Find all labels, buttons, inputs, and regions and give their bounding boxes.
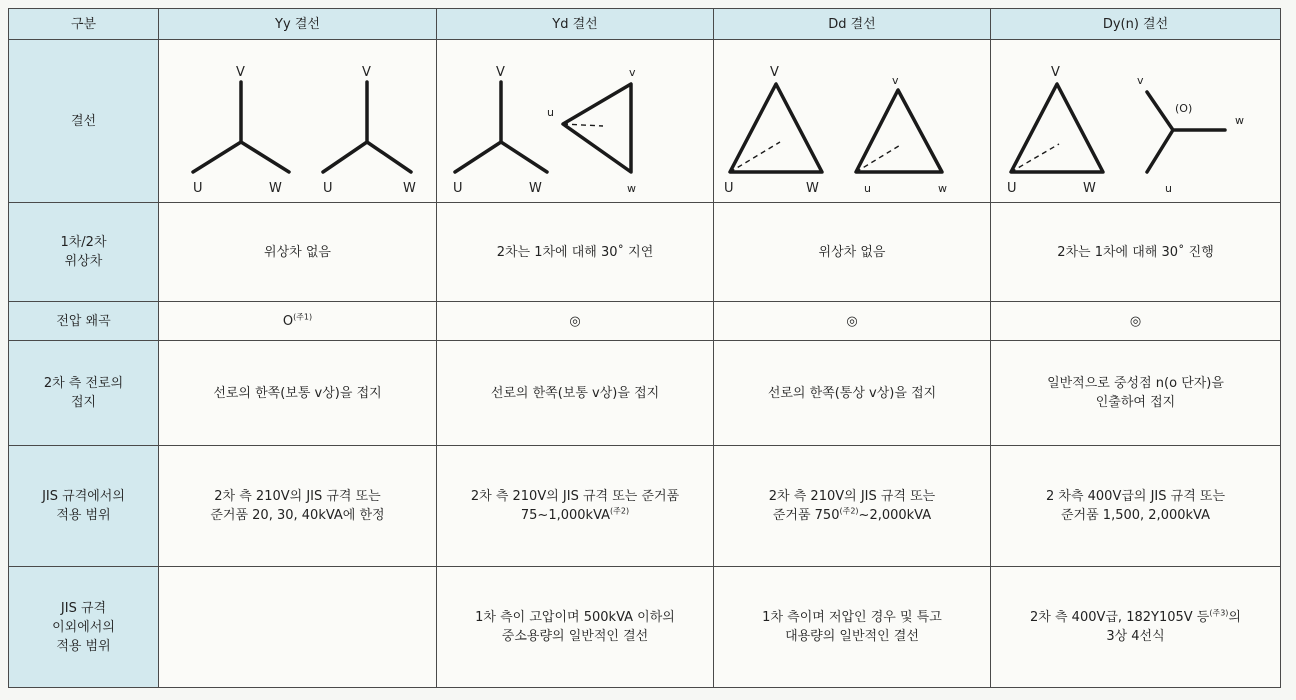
dyn-diagram <box>997 46 1275 196</box>
connection-comparison-table <box>8 8 1281 688</box>
dyn-primary-v-label: V <box>1051 65 1060 80</box>
other-dd-line1: 1차 측이며 저압인 경우 및 특고 <box>762 610 942 625</box>
label-jis-line1: JIS 규격에서의 <box>42 489 125 504</box>
dyn-secondary-w-label: w <box>1235 114 1244 127</box>
footnote-2-dd: (주2) <box>839 506 859 516</box>
jis-yy <box>159 446 437 567</box>
label-other-line1: JIS 규격 <box>60 600 107 616</box>
distortion-yd: ◎ <box>437 302 714 341</box>
grounding-dd: 선로의 한쪽(통상 v상)을 접지 <box>714 341 991 446</box>
header-row <box>9 9 1281 40</box>
grounding-yd: 선로의 한쪽(보통 v상)을 접지 <box>437 341 714 446</box>
yd-secondary-delta <box>547 66 636 195</box>
label-phase <box>9 203 159 302</box>
yd-primary-u-label: U <box>453 181 463 196</box>
dd-secondary-u-label: u <box>864 182 871 195</box>
dd-diagram <box>720 46 986 196</box>
yy-primary-star <box>193 65 289 196</box>
phase-dd: 위상차 없음 <box>714 203 991 302</box>
other-yy <box>159 567 437 688</box>
yd-primary-v-label: V <box>496 65 505 80</box>
jis-yy-line1: 2차 측 210V의 JIS 규격 또는 <box>214 489 381 504</box>
dyn-secondary-u-label: u <box>1165 182 1172 195</box>
distortion-dyn: ◎ <box>991 302 1281 341</box>
label-connection: 결선 <box>9 40 159 203</box>
jis-yy-line2: 준거품 20, 30, 40kVA에 한정 <box>210 508 385 523</box>
dyn-secondary-star <box>1137 74 1244 195</box>
yd-primary-star <box>453 65 547 196</box>
distortion-dd: ◎ <box>714 302 991 341</box>
yd-secondary-v-label: v <box>629 66 636 79</box>
jis-dd-range-start: 준거품 750 <box>772 508 840 523</box>
dyn-primary-delta <box>1007 65 1103 196</box>
other-dyn-line1 <box>997 608 1274 627</box>
jis-yd <box>437 446 714 567</box>
other-dyn <box>991 567 1281 688</box>
other-yd <box>437 567 714 688</box>
row-distortion <box>9 302 1281 341</box>
other-yd-line2: 중소용량의 일반적인 결선 <box>501 629 649 644</box>
jis-yd-line2 <box>443 506 707 525</box>
other-yd-line1: 1차 측이 고압이며 500kVA 이하의 <box>475 610 675 625</box>
other-dyn-particle: 의 <box>1228 610 1241 625</box>
phase-yy: 위상차 없음 <box>159 203 437 302</box>
label-phase-line2: 위상차 <box>64 254 103 269</box>
distortion-yy <box>159 302 437 341</box>
phase-dyn: 2차는 1차에 대해 30˚ 진행 <box>991 203 1281 302</box>
jis-dd-line1: 2차 측 210V의 JIS 규격 또는 <box>768 489 936 504</box>
jis-dd <box>714 446 991 567</box>
dyn-secondary-o-label: (O) <box>1175 102 1193 115</box>
label-distortion: 전압 왜곡 <box>9 302 159 341</box>
label-grounding-line1: 2차 측 전로의 <box>43 376 124 391</box>
other-dd-line2: 대용량의 일반적인 결선 <box>785 629 919 644</box>
yy-secondary-v-label: V <box>362 65 371 80</box>
label-jis-line2: 적용 범위 <box>56 508 111 523</box>
row-other <box>9 567 1281 688</box>
dyn-primary-w-label: W <box>1083 181 1096 196</box>
jis-dyn <box>991 446 1281 567</box>
jis-dd-line2 <box>720 506 984 525</box>
yd-secondary-w-label: w <box>627 182 636 195</box>
cell-yy-diagram <box>159 40 437 203</box>
grounding-dyn-line2: 인출하여 접지 <box>1095 395 1176 410</box>
label-other <box>9 567 159 688</box>
footnote-1: (주1) <box>293 312 313 322</box>
jis-dd-range-end: ~2,000kVA <box>858 508 932 523</box>
footnote-2: (주2) <box>610 506 630 516</box>
dyn-primary-u-label: U <box>1007 181 1017 196</box>
header-dyn: Dy(n) 결선 <box>991 9 1281 40</box>
other-dd <box>714 567 991 688</box>
dd-secondary-w-label: w <box>938 182 947 195</box>
jis-dyn-line1: 2 차측 400V급의 JIS 규격 또는 <box>1045 489 1226 504</box>
grounding-dyn <box>991 341 1281 446</box>
dd-primary-delta <box>724 65 822 196</box>
row-phase <box>9 203 1281 302</box>
yy-primary-u-label: U <box>193 181 203 196</box>
yd-secondary-u-label: u <box>547 106 554 119</box>
yy-primary-w-label: W <box>269 181 282 196</box>
phase-yd: 2차는 1차에 대해 30˚ 지연 <box>437 203 714 302</box>
dd-primary-v-label: V <box>770 65 779 80</box>
dd-primary-w-label: W <box>806 181 819 196</box>
jis-yd-range: 75~1,000kVA <box>520 508 611 523</box>
label-other-line3: 적용 범위 <box>56 638 111 654</box>
row-grounding <box>9 341 1281 446</box>
dd-secondary-delta <box>856 74 947 195</box>
yy-secondary-star <box>323 65 416 196</box>
jis-dyn-line2: 준거품 1,500, 2,000kVA <box>1061 508 1210 523</box>
label-other-line2: 이외에서의 <box>52 619 115 635</box>
row-jis <box>9 446 1281 567</box>
grounding-yy: 선로의 한쪽(보통 v상)을 접지 <box>159 341 437 446</box>
row-connection <box>9 40 1281 203</box>
cell-yd-diagram <box>437 40 714 203</box>
yd-primary-w-label: W <box>529 181 542 196</box>
other-dyn-line2: 3상 4선식 <box>1106 629 1165 644</box>
cell-dyn-diagram <box>991 40 1281 203</box>
other-dyn-voltage: 2차 측 400V급, 182Y105V 등 <box>1030 610 1210 625</box>
dd-secondary-v-label: v <box>892 74 899 87</box>
yd-diagram <box>443 46 709 196</box>
header-category: 구분 <box>9 9 159 40</box>
yy-secondary-u-label: U <box>323 181 333 196</box>
grounding-dyn-line1: 일반적으로 중성점 n(o 단자)을 <box>1047 376 1224 391</box>
header-yd: Yd 결선 <box>437 9 714 40</box>
dd-primary-u-label: U <box>724 181 734 196</box>
footnote-3: (주3) <box>1209 608 1229 618</box>
header-dd: Dd 결선 <box>714 9 991 40</box>
yy-primary-v-label: V <box>236 65 245 80</box>
label-grounding <box>9 341 159 446</box>
label-jis <box>9 446 159 567</box>
label-phase-line1: 1차/2차 <box>60 235 107 250</box>
header-yy: Yy 결선 <box>159 9 437 40</box>
cell-dd-diagram <box>714 40 991 203</box>
yy-secondary-w-label: W <box>403 181 416 196</box>
jis-yd-line1: 2차 측 210V의 JIS 규격 또는 준거품 <box>470 489 680 504</box>
dyn-secondary-v-label: v <box>1137 74 1144 87</box>
distortion-yy-value: O <box>282 313 294 329</box>
label-grounding-line2: 접지 <box>70 395 97 410</box>
yy-diagram <box>165 46 431 196</box>
